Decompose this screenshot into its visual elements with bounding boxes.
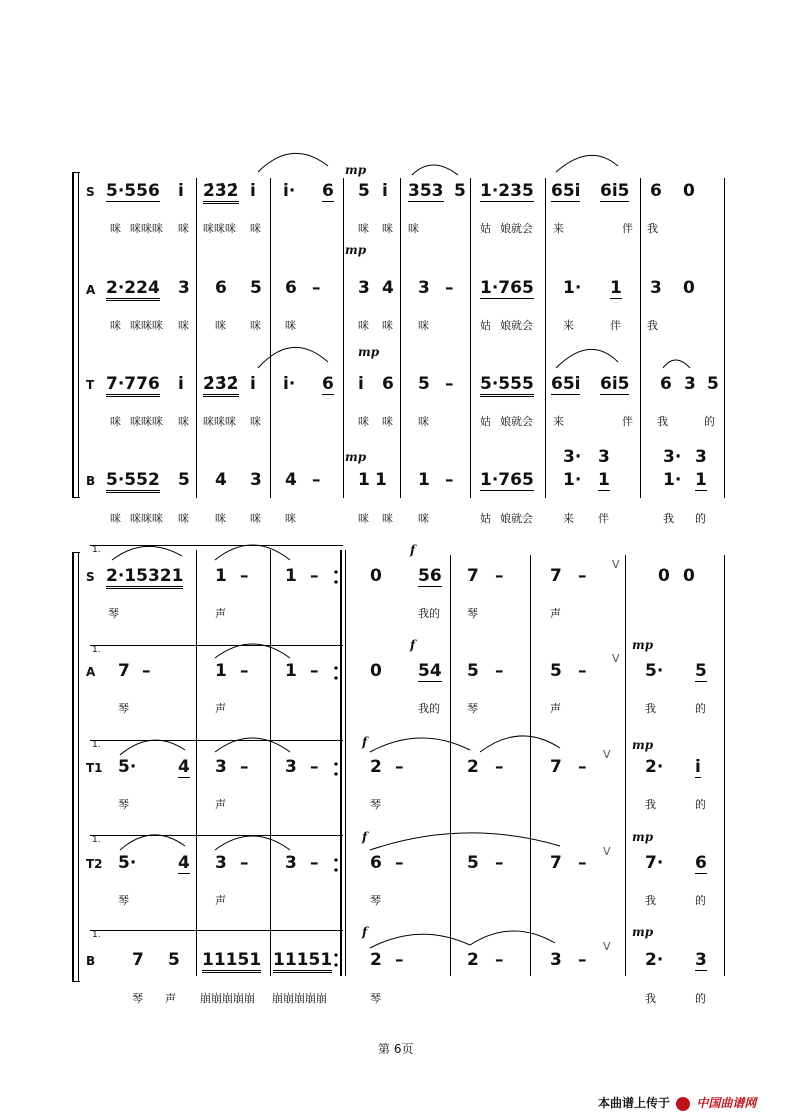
note: – bbox=[495, 950, 504, 970]
note: 1 bbox=[598, 470, 610, 490]
note: 3 bbox=[215, 757, 227, 777]
note: 4 bbox=[178, 853, 190, 873]
lyric: 咪咪咪 bbox=[203, 222, 236, 235]
note: – bbox=[312, 278, 321, 298]
voice-label-b: B bbox=[86, 954, 96, 968]
lyric: 咪 bbox=[358, 319, 369, 332]
note: – bbox=[142, 661, 151, 681]
lyric: 咪 bbox=[358, 222, 369, 235]
lyric: 声 bbox=[215, 798, 226, 811]
voice-label-a: A bbox=[86, 665, 96, 679]
lyric: 琴 bbox=[467, 607, 478, 620]
lyric: 琴 bbox=[132, 992, 143, 1005]
note: 1 bbox=[285, 566, 297, 586]
note-upper: 3· bbox=[663, 447, 682, 467]
note: 3 bbox=[684, 374, 696, 394]
note: 1 bbox=[418, 470, 430, 490]
note: 1· bbox=[663, 470, 682, 490]
lyric: 咪 bbox=[110, 512, 121, 525]
note: 6 bbox=[285, 278, 297, 298]
dynamic-f: f bbox=[410, 543, 416, 557]
dynamic-mp: mp bbox=[632, 638, 654, 652]
note: – bbox=[495, 853, 504, 873]
lyric: 咪 bbox=[382, 319, 393, 332]
note: 6 bbox=[650, 181, 662, 201]
note: – bbox=[495, 661, 504, 681]
note: 3 bbox=[550, 950, 562, 970]
volta-mark: 1. bbox=[92, 645, 101, 655]
lyric: 咪咪咪 bbox=[203, 415, 236, 428]
note: i bbox=[178, 374, 184, 394]
note: 5 bbox=[418, 374, 430, 394]
note: 5 bbox=[707, 374, 719, 394]
watermark bbox=[598, 1094, 756, 1111]
note: 54 bbox=[418, 661, 442, 681]
voice-label-s: S bbox=[86, 185, 95, 199]
lyric: 娘就会 bbox=[500, 319, 533, 332]
breath-mark: V bbox=[603, 845, 611, 858]
lyric: 的 bbox=[695, 512, 706, 525]
lyric: 咪 bbox=[215, 319, 226, 332]
lyric: 姑 bbox=[480, 319, 491, 332]
note: 0 bbox=[683, 566, 695, 586]
note: 2· bbox=[645, 757, 664, 777]
lyric: 姑 bbox=[480, 512, 491, 525]
lyric: 咪 bbox=[110, 319, 121, 332]
lyric: 咪 bbox=[408, 222, 419, 235]
lyric: 咪 bbox=[418, 319, 429, 332]
note: 5 bbox=[358, 181, 370, 201]
lyric: 咪 bbox=[418, 512, 429, 525]
note: – bbox=[445, 278, 454, 298]
lyric: 声 bbox=[550, 702, 561, 715]
note: 3 bbox=[358, 278, 370, 298]
dynamic-f: f bbox=[362, 925, 368, 939]
watermark-logo-icon bbox=[676, 1097, 690, 1111]
note: 5· bbox=[118, 757, 137, 777]
lyric: 娘就会 bbox=[500, 222, 533, 235]
note: 0 bbox=[683, 181, 695, 201]
note: 2 bbox=[467, 950, 479, 970]
note: 7 bbox=[550, 566, 562, 586]
lyric: 声 bbox=[550, 607, 561, 620]
lyric: 咪 bbox=[215, 512, 226, 525]
dynamic-f: f bbox=[362, 735, 368, 749]
note: 5 bbox=[250, 278, 262, 298]
note: 6i5 bbox=[600, 181, 630, 201]
note: 6 bbox=[215, 278, 227, 298]
breath-mark: V bbox=[603, 940, 611, 953]
lyric: 咪 bbox=[178, 319, 189, 332]
lyric: 娘就会 bbox=[500, 512, 533, 525]
note: 353 bbox=[408, 181, 444, 201]
watermark-brand: 中国曲谱网 bbox=[696, 1096, 757, 1110]
note: 7·776 bbox=[106, 374, 160, 397]
note-upper: 3 bbox=[695, 447, 707, 467]
note: i bbox=[382, 181, 388, 201]
note: 7 bbox=[550, 757, 562, 777]
note: 3 bbox=[215, 853, 227, 873]
note: – bbox=[445, 470, 454, 490]
note: 7 bbox=[467, 566, 479, 586]
note: 1 bbox=[375, 470, 387, 490]
lyric: 咪 bbox=[418, 415, 429, 428]
lyric: 咪 bbox=[250, 512, 261, 525]
note: 5 bbox=[467, 853, 479, 873]
lyric: 琴 bbox=[370, 992, 381, 1005]
note: 0 bbox=[370, 566, 382, 586]
note: – bbox=[395, 757, 404, 777]
lyric: 咪 bbox=[382, 222, 393, 235]
lyric: 我的 bbox=[418, 607, 440, 620]
lyric: 来 bbox=[553, 415, 564, 428]
note: 4 bbox=[178, 757, 190, 777]
note: 2̇3̇2̇ bbox=[203, 374, 239, 397]
dynamic-mp: mp bbox=[345, 450, 367, 464]
note: 1·765 bbox=[480, 278, 534, 298]
note: i bbox=[358, 374, 364, 394]
note: 4 bbox=[285, 470, 297, 490]
note: 4 bbox=[382, 278, 394, 298]
note: – bbox=[495, 566, 504, 586]
volta-mark: 1. bbox=[92, 930, 101, 940]
dynamic-f: f bbox=[410, 638, 416, 652]
note: – bbox=[312, 470, 321, 490]
voice-label-t: T bbox=[86, 378, 95, 392]
note: 1· bbox=[563, 278, 582, 298]
dynamic-mp: mp bbox=[632, 830, 654, 844]
dynamic-mp: mp bbox=[632, 925, 654, 939]
note: 6 bbox=[382, 374, 394, 394]
lyric: 来 bbox=[563, 512, 574, 525]
note: 4 bbox=[215, 470, 227, 490]
note: – bbox=[310, 757, 319, 777]
note: i· bbox=[283, 374, 296, 394]
voice-label-t1: T1 bbox=[86, 761, 103, 775]
note: 1·235 bbox=[480, 181, 534, 201]
lyric: 姑 bbox=[480, 415, 491, 428]
voice-label-t2: T2 bbox=[86, 857, 103, 871]
lyric: 咪 bbox=[250, 319, 261, 332]
lyric: 来 bbox=[553, 222, 564, 235]
note: – bbox=[578, 757, 587, 777]
lyric: 崩崩崩崩崩 bbox=[200, 992, 255, 1005]
lyric: 的 bbox=[704, 415, 715, 428]
lyric: 声 bbox=[215, 607, 226, 620]
breath-mark: V bbox=[612, 652, 620, 665]
note: 5 bbox=[178, 470, 190, 490]
note: 11151 bbox=[202, 950, 261, 973]
note: i bbox=[178, 181, 184, 201]
note: 1·765 bbox=[480, 470, 534, 490]
lyric: 来 bbox=[563, 319, 574, 332]
lyric: 娘就会 bbox=[500, 415, 533, 428]
note: 6 bbox=[370, 853, 382, 873]
lyric: 咪咪咪 bbox=[130, 415, 163, 428]
note: 2·224 bbox=[106, 278, 160, 301]
note: 5·555 bbox=[480, 374, 534, 397]
lyric: 咪 bbox=[358, 415, 369, 428]
dynamic-mp: mp bbox=[345, 243, 367, 257]
note: 1 bbox=[358, 470, 370, 490]
lyric: 的 bbox=[695, 702, 706, 715]
note: 3 bbox=[178, 278, 190, 298]
note: 2 bbox=[370, 950, 382, 970]
breath-mark: V bbox=[603, 748, 611, 761]
note: – bbox=[578, 661, 587, 681]
note: 1· bbox=[563, 470, 582, 490]
note: i· bbox=[283, 181, 296, 201]
note: 65i bbox=[551, 374, 581, 394]
note: 6 bbox=[695, 853, 707, 873]
lyric: 伴 bbox=[610, 319, 621, 332]
note: – bbox=[578, 950, 587, 970]
note: 6 bbox=[322, 374, 334, 394]
lyric: 崩崩崩崩崩 bbox=[272, 992, 327, 1005]
note: 7· bbox=[645, 853, 664, 873]
lyric: 琴 bbox=[108, 607, 119, 620]
voice-label-b: B bbox=[86, 474, 96, 488]
note: 5· bbox=[645, 661, 664, 681]
lyric: 声 bbox=[165, 992, 176, 1005]
note: 1 bbox=[215, 566, 227, 586]
note: 1 bbox=[215, 661, 227, 681]
note: – bbox=[240, 757, 249, 777]
lyric: 我 bbox=[645, 894, 656, 907]
lyric: 的 bbox=[695, 894, 706, 907]
note: 5 bbox=[467, 661, 479, 681]
lyric: 伴 bbox=[598, 512, 609, 525]
lyric: 咪 bbox=[250, 222, 261, 235]
lyric: 咪 bbox=[382, 415, 393, 428]
note-upper: 3· bbox=[563, 447, 582, 467]
voice-label-s: S bbox=[86, 570, 95, 584]
note-upper: 3 bbox=[598, 447, 610, 467]
lyric: 我 bbox=[645, 798, 656, 811]
note: 7 bbox=[132, 950, 144, 970]
note: 5 bbox=[695, 661, 707, 681]
note: 0 bbox=[658, 566, 670, 586]
dynamic-mp: mp bbox=[632, 738, 654, 752]
note: 6 bbox=[322, 181, 334, 201]
note: i bbox=[250, 181, 256, 201]
lyric: 我的 bbox=[418, 702, 440, 715]
note: 6i5 bbox=[600, 374, 630, 394]
note: 0 bbox=[683, 278, 695, 298]
lyric: 咪咪咪 bbox=[130, 222, 163, 235]
note: 6 bbox=[660, 374, 672, 394]
breath-mark: V bbox=[612, 558, 620, 571]
note: 1 bbox=[695, 470, 707, 490]
note: 1 bbox=[285, 661, 297, 681]
note: 2̇3̇2̇ bbox=[203, 181, 239, 204]
lyric: 伴 bbox=[622, 415, 633, 428]
volta-mark: 1. bbox=[92, 835, 101, 845]
lyric: 我 bbox=[647, 319, 658, 332]
note: – bbox=[495, 757, 504, 777]
note: 5·552 bbox=[106, 470, 160, 493]
note: – bbox=[310, 661, 319, 681]
lyric: 咪 bbox=[382, 512, 393, 525]
note: 3 bbox=[650, 278, 662, 298]
lyric: 咪咪咪 bbox=[130, 319, 163, 332]
note: 5 bbox=[550, 661, 562, 681]
note: – bbox=[395, 950, 404, 970]
note: 5 bbox=[168, 950, 180, 970]
lyric: 琴 bbox=[370, 798, 381, 811]
note: – bbox=[578, 853, 587, 873]
note: 2 bbox=[370, 757, 382, 777]
note: 3 bbox=[250, 470, 262, 490]
lyric: 咪 bbox=[178, 415, 189, 428]
voice-label-a: A bbox=[86, 283, 96, 297]
note: – bbox=[240, 566, 249, 586]
page-number: 第 6页 bbox=[378, 1042, 414, 1056]
lyric: 的 bbox=[695, 798, 706, 811]
note: i bbox=[250, 374, 256, 394]
watermark-text: 本曲谱上传于 bbox=[598, 1096, 671, 1110]
lyric: 咪 bbox=[285, 512, 296, 525]
dynamic-mp: mp bbox=[345, 163, 367, 177]
note: 3 bbox=[418, 278, 430, 298]
lyric: 琴 bbox=[118, 894, 129, 907]
note: – bbox=[578, 566, 587, 586]
lyric: 琴 bbox=[118, 798, 129, 811]
note: 2 bbox=[467, 757, 479, 777]
note: 56 bbox=[418, 566, 442, 586]
lyric: 我 bbox=[645, 992, 656, 1005]
lyric: 伴 bbox=[622, 222, 633, 235]
note: – bbox=[240, 853, 249, 873]
lyric: 声 bbox=[215, 702, 226, 715]
lyric: 咪 bbox=[285, 319, 296, 332]
note: 7 bbox=[550, 853, 562, 873]
lyric: 琴 bbox=[467, 702, 478, 715]
lyric: 咪 bbox=[250, 415, 261, 428]
lyric: 咪 bbox=[178, 222, 189, 235]
volta-mark: 1. bbox=[92, 740, 101, 750]
note: 11151 bbox=[273, 950, 332, 973]
lyric: 咪 bbox=[358, 512, 369, 525]
lyric: 我 bbox=[645, 702, 656, 715]
lyric: 我 bbox=[657, 415, 668, 428]
lyric: 琴 bbox=[370, 894, 381, 907]
note: – bbox=[310, 853, 319, 873]
lyric: 咪 bbox=[110, 222, 121, 235]
lyric: 我 bbox=[647, 222, 658, 235]
lyric: 的 bbox=[695, 992, 706, 1005]
note: 3 bbox=[695, 950, 707, 970]
dynamic-mp: mp bbox=[358, 345, 380, 359]
note: 7 bbox=[118, 661, 130, 681]
note: 0 bbox=[370, 661, 382, 681]
lyric: 咪 bbox=[110, 415, 121, 428]
lyric: 姑 bbox=[480, 222, 491, 235]
note: – bbox=[240, 661, 249, 681]
note: – bbox=[445, 374, 454, 394]
note: 65i bbox=[551, 181, 581, 201]
note: 1 bbox=[610, 278, 622, 298]
note: 3 bbox=[285, 853, 297, 873]
note: i bbox=[695, 757, 701, 777]
lyric: 琴 bbox=[118, 702, 129, 715]
lyric: 咪 bbox=[178, 512, 189, 525]
note: 2·15321 bbox=[106, 566, 183, 589]
note: 5· bbox=[118, 853, 137, 873]
note: 2· bbox=[645, 950, 664, 970]
lyric: 声 bbox=[215, 894, 226, 907]
note: 3 bbox=[285, 757, 297, 777]
note: – bbox=[310, 566, 319, 586]
volta-mark: 1. bbox=[92, 545, 101, 555]
lyric: 我 bbox=[663, 512, 674, 525]
note: 5·556 bbox=[106, 181, 160, 201]
note: – bbox=[395, 853, 404, 873]
lyric: 咪咪咪 bbox=[130, 512, 163, 525]
dynamic-f: f bbox=[362, 830, 368, 844]
note: 5 bbox=[454, 181, 466, 201]
